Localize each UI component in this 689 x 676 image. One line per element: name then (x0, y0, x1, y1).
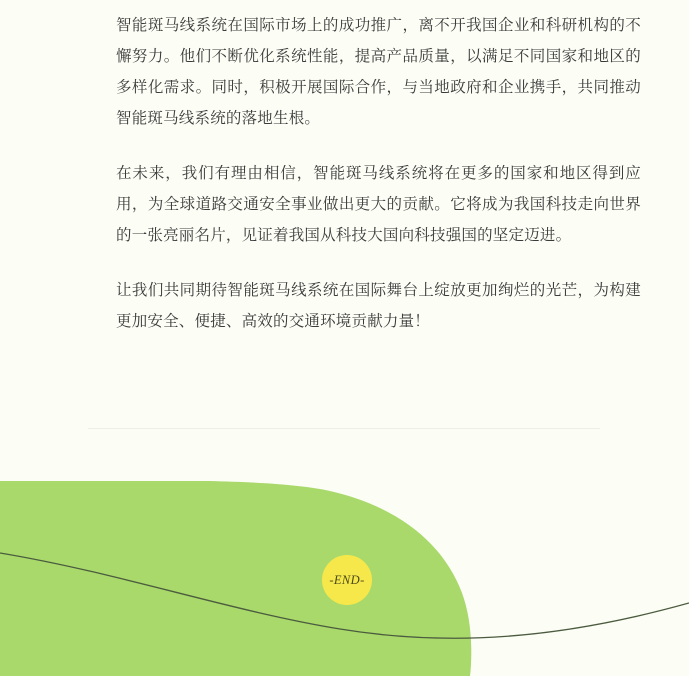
green-hill-shape (0, 481, 471, 676)
article-body (0, 0, 689, 337)
paragraph: 让我们共同期待智能斑马线系统在国际舞台上绽放更加绚烂的光芒，为构建更加安全、便捷、高效的交通环境贡献力量！ (116, 282, 641, 330)
paragraph: 智能斑马线系统在国际市场上的成功推广，离不开我国企业和科研机构的不懈努力。他们不断优化系统性能，提高产品质量，以满足不同国家和地区的多样化需求。同时，积极开展国际合作，与当地政府和企业携手，共同推动智能斑马线系统的落地生根。 (116, 17, 641, 127)
section-divider (88, 428, 600, 429)
paragraph: 在未来，我们有理由相信，智能斑马线系统将在更多的国家和地区得到应用，为全球道路交通安全事业做出更大的贡献。它将成为我国科技走向世界的一张亮丽名片，见证着我国从科技大国向科技强国的坚定迈进。 (116, 165, 641, 244)
end-badge (322, 555, 372, 605)
end-badge-label: -END- (329, 572, 365, 587)
